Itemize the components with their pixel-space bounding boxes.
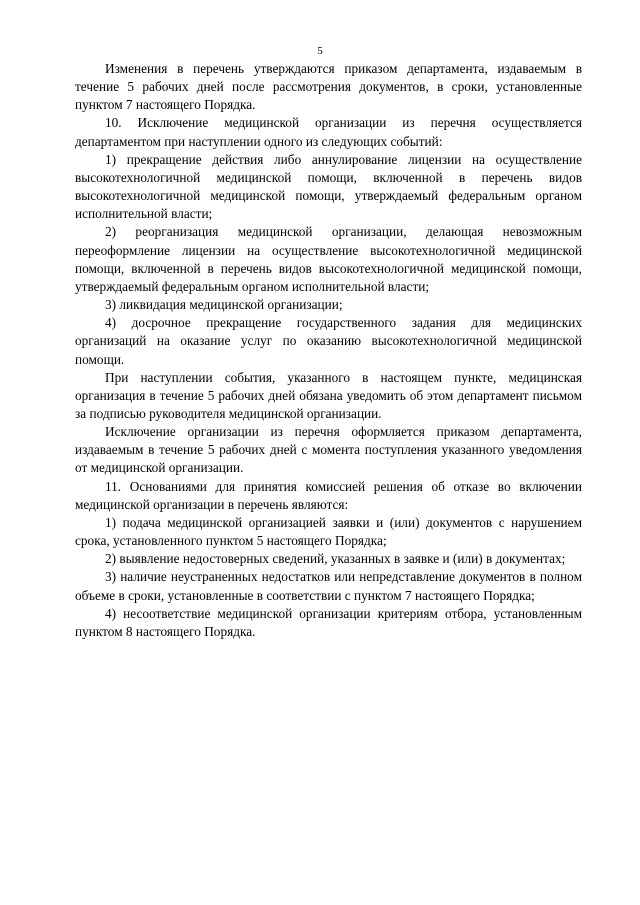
list-item-unresolved-deficiencies: 3) наличие неустраненных недостатков или непредставление документов в полном объеме в сроки, установленные в соответствии с пунктом 7 настоящего Порядка;	[75, 569, 582, 603]
list-item-false-information: 2) выявление недостоверных сведений, указанных в заявке и (или) в документах;	[105, 551, 566, 567]
page-number: 5	[317, 45, 323, 57]
list-item-license-termination: 1) прекращение действия либо аннулирование лицензии на осуществление высокотехнологичной медицинской помощи, включенной в перечень видов высокотехнологичной медицинской помощи, утверждаемый федеральным органом исполнительной власти;	[75, 151, 582, 222]
paragraph-exclusion-order: Исключение организации из перечня оформляется приказом департамента, издаваемым в течение 5 рабочих дней с момента поступления указанного уведомления от медицинской организации.	[75, 424, 582, 476]
document-body	[75, 60, 582, 641]
list-item-liquidation: 3) ликвидация медицинской организации;	[105, 297, 343, 313]
paragraph-11-refusal-grounds: 11. Основаниями для принятия комиссией решения об отказе во включении медицинской организации в перечень являются:	[75, 478, 582, 512]
paragraph-notification: При наступлении события, указанного в настоящем пункте, медицинская организация в течение 5 рабочих дней обязана уведомить об этом департамент письмом за подписью руководителя медицинской организации.	[75, 369, 582, 421]
list-item-state-assignment-termination: 4) досрочное прекращение государственного задания для медицинских организаций на оказание услуг по оказанию высокотехнологичной медицинской помощи.	[75, 315, 582, 367]
list-item-criteria-mismatch: 4) несоответствие медицинской организации критериям отбора, установленным пунктом 8 настоящего Порядка.	[75, 605, 582, 639]
paragraph-amendments: Изменения в перечень утверждаются приказом департамента, издаваемым в течение 5 рабочих дней после рассмотрения документов, в сроки, установленные пунктом 7 настоящего Порядка.	[75, 61, 582, 113]
list-item-reorganization: 2) реорганизация медицинской организации, делающая невозможным переоформление лицензии на осуществление высокотехнологичной медицинской помощи, включенной в перечень видов высокотехнологичной медицинской помощи, утверждаемый федеральным органом исполнительной власти;	[75, 224, 582, 294]
paragraph-10-exclusion: 10. Исключение медицинской организации из перечня осуществляется департаментом при наступлении одного из следующих событий:	[75, 115, 582, 149]
list-item-late-submission: 1) подача медицинской организацией заявки и (или) документов с нарушением срока, установленного пунктом 5 настоящего Порядка;	[75, 514, 582, 549]
